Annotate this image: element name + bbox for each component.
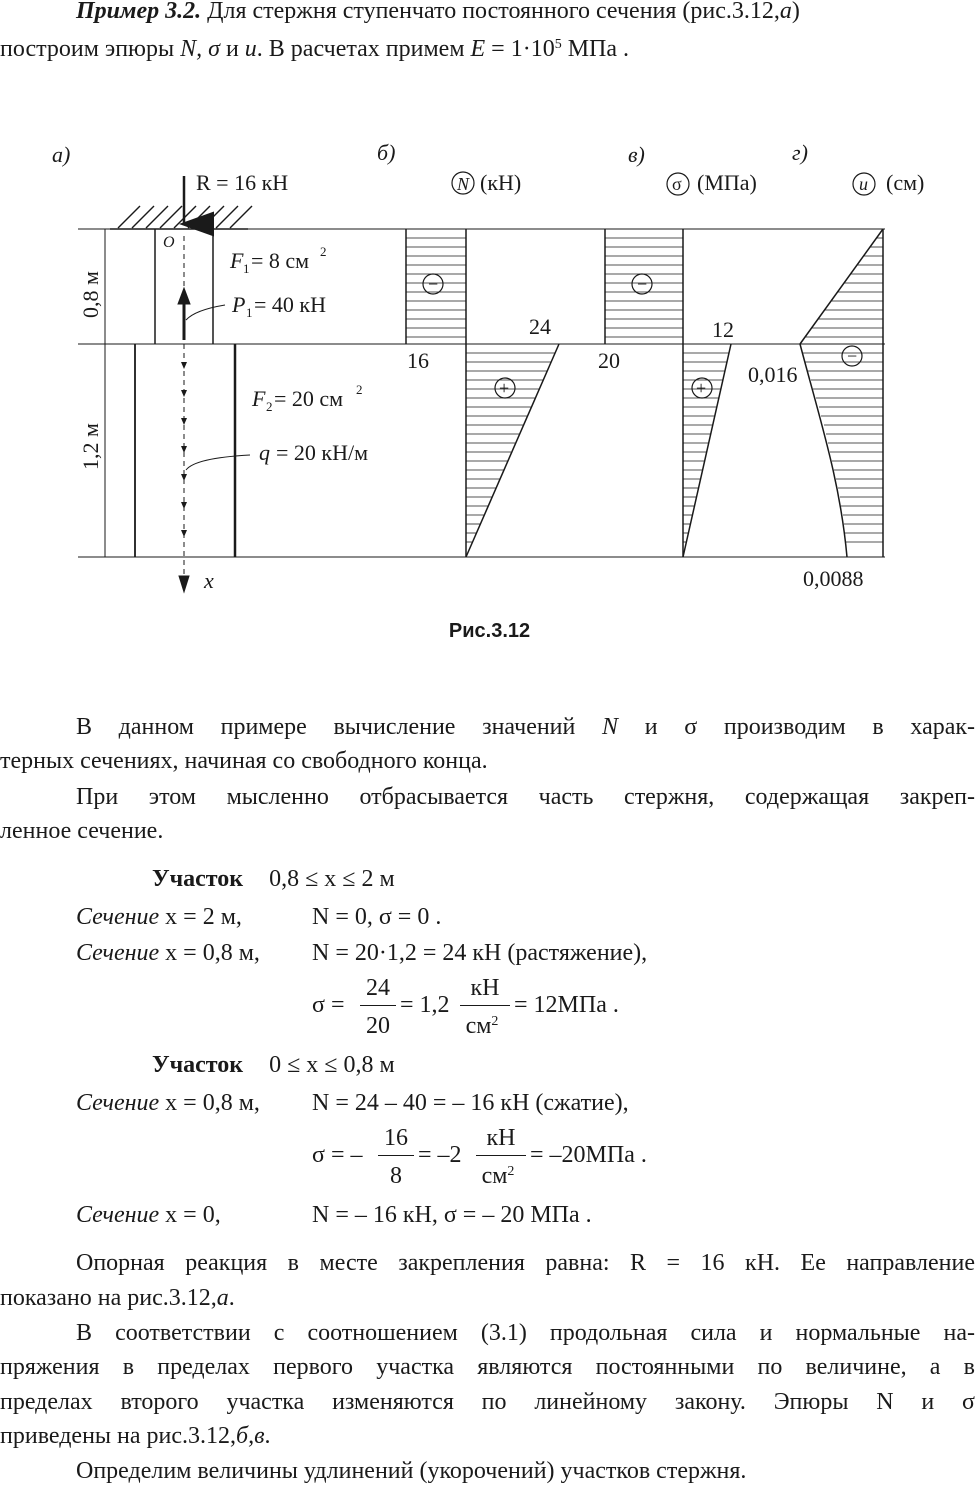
eq-4	[76, 1088, 260, 1118]
example-title: Пример 3.2.	[76, 0, 202, 24]
R-label: R = 16 кН	[196, 170, 289, 195]
var: N	[602, 714, 619, 740]
exponent: 5	[554, 37, 562, 52]
eq-label: Сечение	[76, 940, 160, 966]
paragraph-2-line-2: ленное сечение.	[0, 818, 164, 844]
paragraph-1-line-2: терных сечениях, начиная со свободного конца.	[0, 748, 488, 774]
paragraph-3-line-1: Опорная реакция в месте закрепления равна: R = 16 кН. Ее направление	[76, 1250, 975, 1276]
unit: см	[481, 1163, 508, 1189]
header-text: = 1·10	[491, 36, 555, 62]
eq-label: Сечение	[76, 904, 160, 930]
eq-label: Сечение	[76, 1202, 160, 1228]
eq-3-num: 24	[366, 975, 390, 1001]
paragraph-4-line-3: пределах второго участка изменяются по линейному закону. Эпюры N и σ	[0, 1389, 975, 1415]
exponent: 2	[507, 1164, 515, 1179]
eq-x: x = 0,8 м,	[165, 1090, 260, 1116]
eq-1-rest: N = 0, σ = 0 .	[312, 904, 442, 930]
minus-sign: −	[847, 346, 858, 366]
label-a: а)	[52, 142, 71, 167]
eq-1	[76, 902, 242, 932]
sigma-unit: (МПа)	[697, 170, 757, 195]
fig-ref: а	[779, 0, 792, 24]
figure-3-12	[0, 120, 979, 610]
paragraph-4-line-4	[0, 1421, 271, 1451]
eq-3-mid: = 1,2	[400, 992, 450, 1018]
label-b: б)	[377, 140, 396, 165]
text: показано на рис.3.12,	[0, 1285, 217, 1311]
eq-3-unit-num: кН	[470, 975, 500, 1001]
origin-label: O	[163, 234, 175, 251]
header-text: )	[791, 0, 800, 24]
F2-exp: 2	[356, 382, 363, 397]
header-var: N, σ	[180, 36, 220, 62]
F2-sub: 2	[266, 399, 273, 414]
section-range: 0,8 ≤ x ≤ 2 м	[269, 866, 395, 892]
N-unit: (кН)	[480, 170, 522, 195]
fraction-bar	[476, 1155, 526, 1156]
fraction-bar	[460, 1005, 510, 1006]
section-2-heading	[152, 1050, 395, 1080]
eq-6	[76, 1200, 221, 1230]
q-symbol: q	[259, 440, 270, 465]
paragraph-2-line-1: При этом мысленно отбрасывается часть стержня, содержащая закреп-	[76, 784, 975, 810]
header-line-2	[0, 34, 629, 64]
paragraph-5-line-1: Определим величины удлинений (укорочений) участков стержня.	[76, 1458, 747, 1484]
text: и	[644, 714, 658, 740]
eq-x: x = 0,	[165, 1202, 221, 1228]
u-value-2: 0,0088	[803, 566, 864, 591]
eq-5-sigma: σ = –	[312, 1142, 363, 1168]
F2-value: = 20 см	[274, 386, 344, 411]
header-text: МПа .	[567, 36, 630, 62]
sigma-value-20: 20	[598, 348, 620, 373]
minus-sign: −	[637, 274, 648, 294]
text: .	[264, 1423, 271, 1449]
header-text: . В расчетах примем	[256, 36, 465, 62]
F1-value: = 8 см	[251, 248, 310, 273]
eq-5-end: = –20МПа .	[530, 1142, 647, 1168]
eq-3-end: = 12МПа .	[514, 992, 619, 1018]
text: производим в харак-	[723, 714, 976, 740]
text: В данном примере вычисление значений	[76, 714, 576, 740]
length-1: 0,8 м	[78, 271, 103, 318]
figure-caption: Рис.3.12	[448, 620, 531, 642]
sigma-value-12: 12	[712, 317, 734, 342]
eq-3-sigma: σ =	[312, 992, 345, 1018]
text: приведены на рис.3.12,	[0, 1423, 237, 1449]
paragraph-4-line-2: пряжения в пределах первого участка являются постоянными по величине, а в	[0, 1354, 975, 1380]
header-var: E	[470, 36, 486, 62]
eq-label: Сечение	[76, 1090, 160, 1116]
section-title: Участок	[152, 1052, 244, 1078]
P1-symbol: P	[232, 292, 246, 317]
u-hatch	[802, 238, 883, 542]
fig-ref: б,в	[236, 1423, 265, 1449]
fraction-bar	[360, 1005, 396, 1006]
header-line-1	[76, 0, 800, 26]
N-value-16: 16	[407, 348, 429, 373]
u-symbol: u	[859, 174, 868, 194]
q-value: = 20 кН/м	[276, 440, 369, 465]
F1-exp: 2	[320, 244, 327, 259]
x-axis-label: x	[204, 568, 214, 593]
eq-5-num: 16	[384, 1125, 408, 1151]
header-text: Для стержня ступенчато постоянного сечения (рис.3.12,	[207, 0, 780, 24]
text: .	[228, 1285, 235, 1311]
N-value-24: 24	[529, 314, 551, 339]
header-text: и	[225, 36, 239, 62]
paragraph-4-line-1: В соответствии с соотношением (3.1) продольная сила и нормальные на-	[76, 1320, 975, 1346]
paragraph-1-line-1	[0, 712, 975, 742]
plus-sign: +	[499, 378, 510, 398]
fraction-bar	[378, 1155, 414, 1156]
P1-value: = 40 кН	[254, 292, 326, 317]
section-range: 0 ≤ x ≤ 0,8 м	[269, 1052, 395, 1078]
eq-4-rest: N = 24 – 40 = – 16 кН (сжатие),	[312, 1090, 629, 1116]
eq-6-rest: N = – 16 кН, σ = – 20 МПа .	[312, 1202, 592, 1228]
eq-5-den: 8	[390, 1163, 402, 1189]
header-var: u	[244, 36, 257, 62]
label-g: г)	[792, 140, 808, 165]
section-title: Участок	[152, 866, 244, 892]
eq-2-rest: N = 20·1,2 = 24 кН (растяжение),	[312, 940, 648, 966]
N-symbol: N	[457, 174, 470, 194]
P1-sub: 1	[246, 305, 253, 320]
eq-3-den: 20	[366, 1013, 390, 1039]
exponent: 2	[491, 1014, 499, 1029]
F1-symbol: F	[230, 248, 244, 273]
N-hatch-pos	[466, 353, 555, 542]
eq-x: x = 2 м,	[165, 904, 242, 930]
section-1-heading	[152, 864, 395, 894]
F1-sub: 1	[243, 261, 250, 276]
F2-symbol: F	[252, 386, 266, 411]
header-text: построим эпюры	[0, 36, 175, 62]
fig-ref: а	[216, 1285, 229, 1311]
sigma-symbol: σ	[672, 174, 682, 194]
plus-sign: +	[696, 378, 707, 398]
u-value-1: 0,016	[748, 362, 798, 387]
label-v: в)	[628, 142, 645, 167]
eq-3-unit-den	[460, 1012, 504, 1040]
u-unit: (см)	[886, 170, 925, 195]
eq-5-unit-den	[476, 1162, 520, 1190]
length-2: 1,2 м	[78, 423, 103, 470]
eq-5-unit-num: кН	[486, 1125, 516, 1151]
eq-x: x = 0,8 м,	[165, 940, 260, 966]
eq-5-mid: = –2	[418, 1142, 462, 1168]
unit: см	[465, 1013, 492, 1039]
paragraph-3-line-2	[0, 1283, 235, 1313]
minus-sign: −	[428, 274, 439, 294]
eq-2	[76, 938, 260, 968]
var: σ	[684, 714, 698, 740]
